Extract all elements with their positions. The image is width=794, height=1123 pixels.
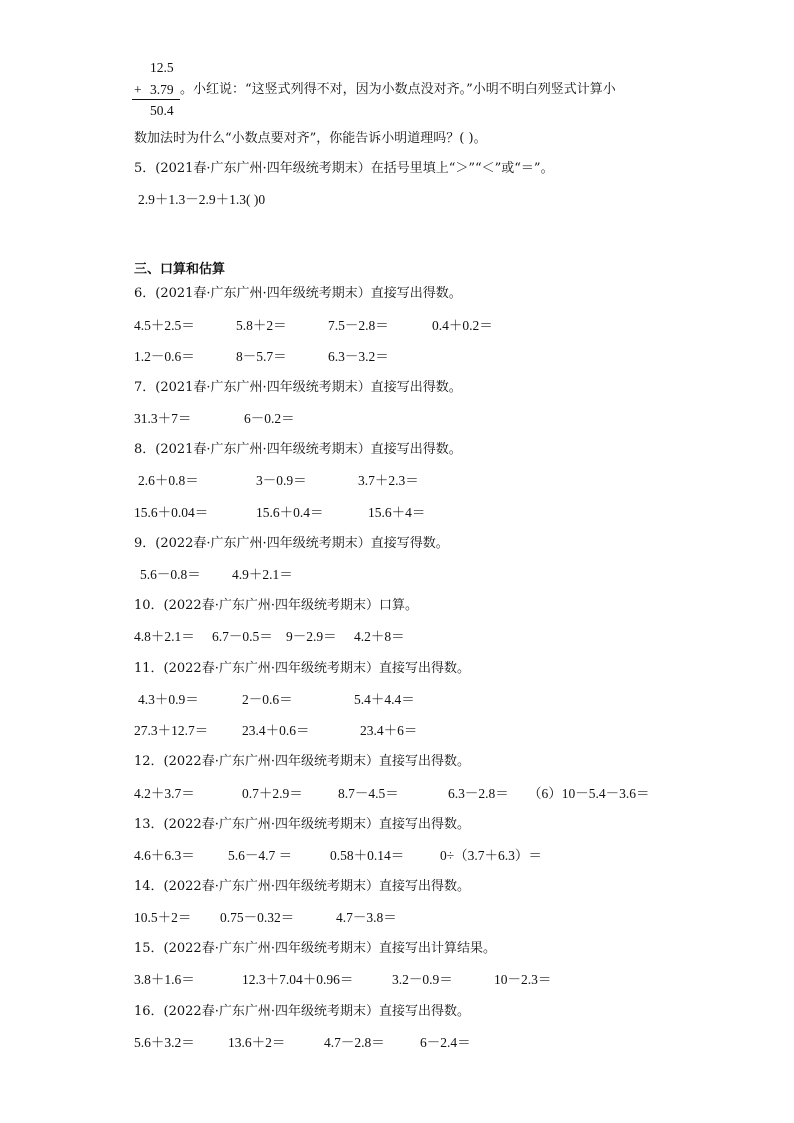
- question-title: 11．(2022春·广东广州·四年级统考期末）直接写出得数。: [134, 661, 470, 676]
- question-title: 14．(2022春·广东广州·四年级统考期末）直接写出得数。: [134, 879, 470, 894]
- vertical-result: 50.4: [150, 103, 174, 118]
- expr: 6－0.2＝: [244, 411, 295, 426]
- vertical-top: 12.5: [150, 60, 174, 75]
- expr: 10－2.3＝: [494, 972, 552, 987]
- q5-title: 5．(2021春·广东广州·四年级统考期末）在括号里填上“＞”“＜”或“＝”。: [134, 161, 554, 176]
- expr: 2.6＋0.8＝: [138, 473, 199, 488]
- question-title: 6．(2021春·广东广州·四年级统考期末）直接写出得数。: [134, 286, 462, 301]
- expr: 0.58＋0.14＝: [330, 848, 405, 863]
- expr: 4.5＋2.5＝: [134, 318, 195, 333]
- question-title: 9．(2022春·广东广州·四年级统考期末）直接写得数。: [134, 536, 449, 551]
- expr: 3－0.9＝: [256, 473, 307, 488]
- question-title: 7．(2021春·广东广州·四年级统考期末）直接写出得数。: [134, 380, 462, 395]
- expr: 4.3＋0.9＝: [138, 692, 199, 707]
- expr: 6－2.4＝: [420, 1035, 471, 1050]
- vertical-mid: 3.79: [150, 82, 174, 97]
- expr: 0.4＋0.2＝: [432, 318, 493, 333]
- expr: 4.2＋3.7＝: [134, 786, 195, 801]
- expr: 3.2－0.9＝: [392, 972, 453, 987]
- expr: 5.6＋3.2＝: [134, 1035, 195, 1050]
- expr: 13.6＋2＝: [228, 1035, 286, 1050]
- expr: 9－2.9＝: [286, 629, 337, 644]
- expr: 10.5＋2＝: [134, 910, 192, 925]
- expr: 4.6＋6.3＝: [134, 848, 195, 863]
- expr: 8.7－4.5＝: [338, 786, 399, 801]
- expr: 4.9＋2.1＝: [232, 567, 293, 582]
- expr: 12.3＋7.04＋0.96＝: [242, 972, 354, 987]
- expr: 6.3－2.8＝: [448, 786, 509, 801]
- expr: 4.7－3.8＝: [336, 910, 397, 925]
- expr: 6.7－0.5＝: [212, 629, 273, 644]
- expr: 8－5.7＝: [236, 349, 287, 364]
- expr: 5.8＋2＝: [236, 318, 287, 333]
- question-title: 10．(2022春·广东广州·四年级统考期末）口算。: [134, 598, 418, 613]
- question-title: 12．(2022春·广东广州·四年级统考期末）直接写出得数。: [134, 754, 470, 769]
- expr: 7.5－2.8＝: [328, 318, 389, 333]
- expr: 15.6＋0.4＝: [256, 505, 324, 520]
- expr: 4.7－2.8＝: [324, 1035, 385, 1050]
- q4-line2: 数加法时为什么“小数点要对齐”，你能告诉小明道理吗？( )。: [134, 131, 487, 146]
- vertical-op: +: [134, 82, 142, 97]
- expr: 0.7＋2.9＝: [242, 786, 303, 801]
- expr: 6.3－3.2＝: [328, 349, 389, 364]
- question-title: 13．(2022春·广东广州·四年级统考期末）直接写出得数。: [134, 817, 470, 832]
- expr: 0÷（3.7＋6.3）＝: [440, 848, 542, 863]
- expr: 15.6＋0.04＝: [134, 505, 209, 520]
- expr: 5.4＋4.4＝: [354, 692, 415, 707]
- expr: 23.4＋6＝: [360, 723, 418, 738]
- q5-expr: 2.9＋1.3－2.9＋1.3( )0: [138, 192, 266, 207]
- vertical-rule: [132, 99, 180, 100]
- expr: 0.75－0.32＝: [220, 910, 295, 925]
- expr: 5.6－0.8＝: [140, 567, 201, 582]
- expr: 3.8＋1.6＝: [134, 972, 195, 987]
- question-title: 15．(2022春·广东广州·四年级统考期末）直接写出计算结果。: [134, 941, 496, 956]
- expr: 2－0.6＝: [242, 692, 293, 707]
- expr: 23.4＋0.6＝: [242, 723, 310, 738]
- expr: （6）10－5.4－3.6＝: [528, 786, 650, 801]
- expr: 5.6－4.7 ＝: [228, 848, 293, 863]
- expr: 15.6＋4＝: [368, 505, 426, 520]
- q4-line1: 。小红说：“这竖式列得不对，因为小数点没对齐。”小明不明白列竖式计算小: [180, 82, 616, 97]
- expr: 1.2－0.6＝: [134, 349, 195, 364]
- expr: 4.2＋8＝: [354, 629, 405, 644]
- expr: 3.7＋2.3＝: [358, 473, 419, 488]
- expr: 31.3＋7＝: [134, 411, 192, 426]
- question-title: 8．(2021春·广东广州·四年级统考期末）直接写出得数。: [134, 442, 462, 457]
- expr: 27.3＋12.7＝: [134, 723, 209, 738]
- question-title: 16．(2022春·广东广州·四年级统考期末）直接写出得数。: [134, 1004, 470, 1019]
- section-title: 三、口算和估算: [134, 262, 226, 277]
- expr: 4.8＋2.1＝: [134, 629, 195, 644]
